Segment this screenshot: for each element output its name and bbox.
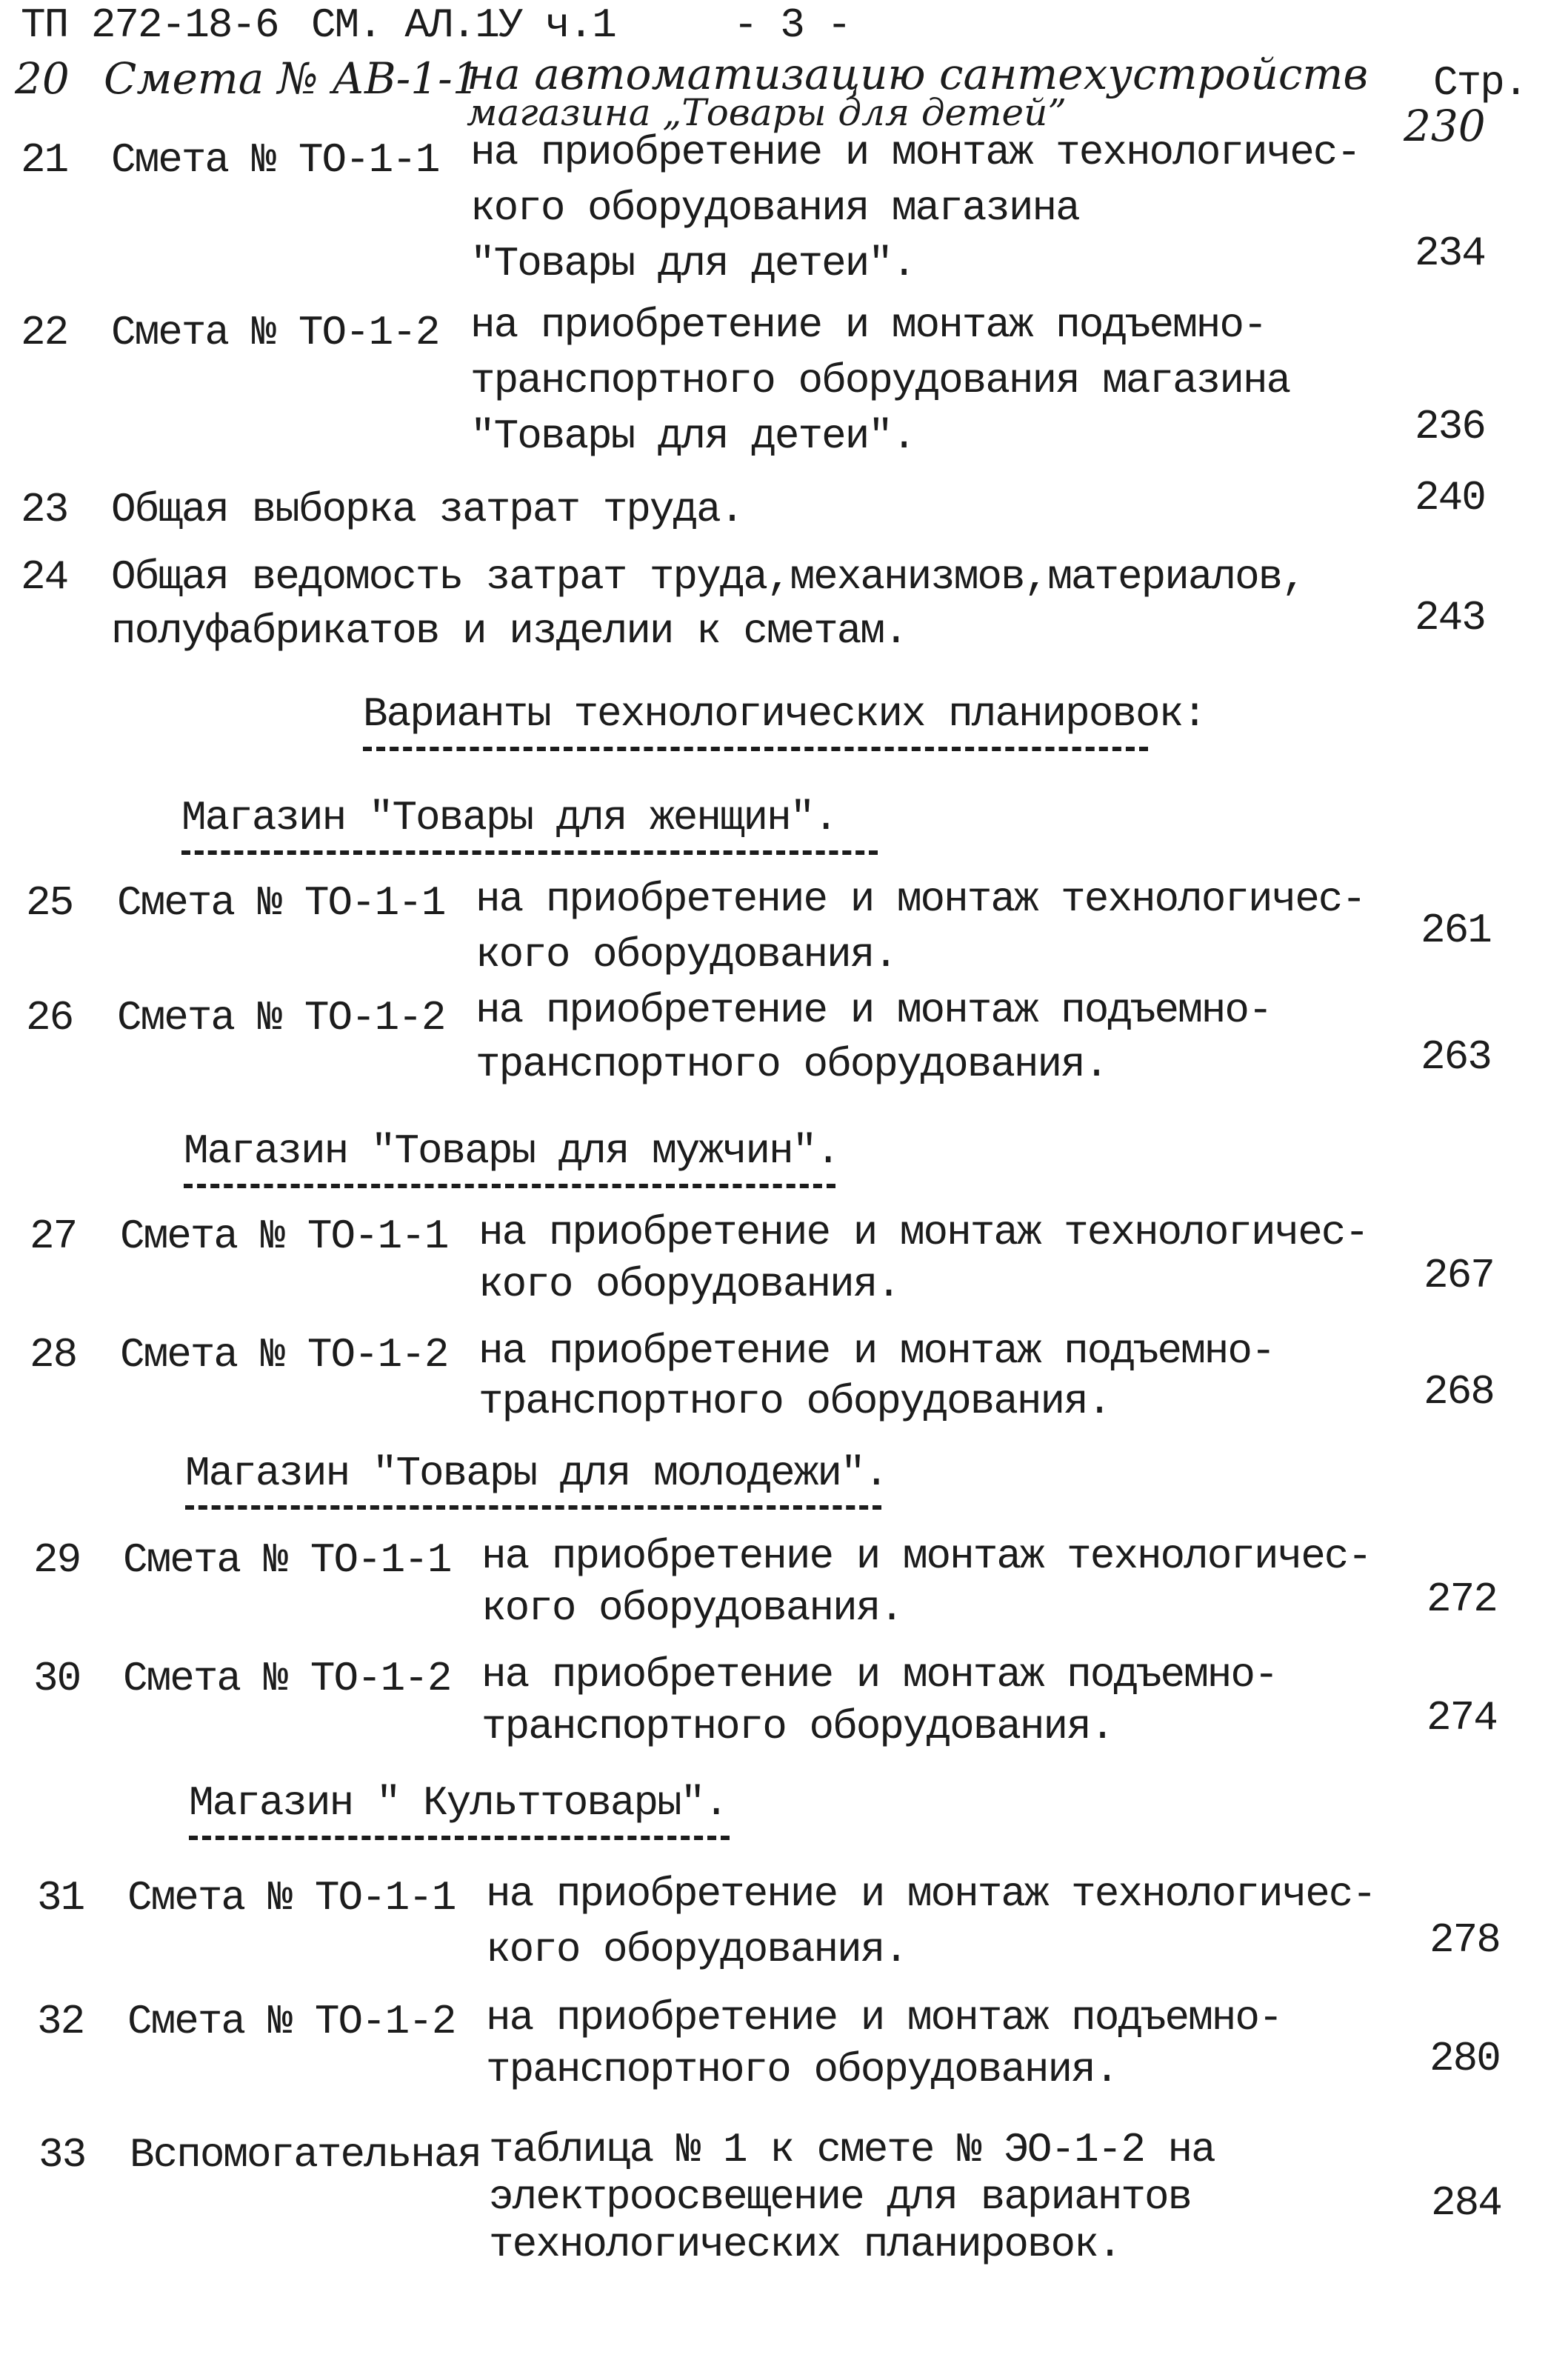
entry-line: на приобретение и монтаж технологичес- (486, 1870, 1376, 1918)
entry-page: 236 (1415, 403, 1485, 450)
entry-line: электроосвещение для вариантов (489, 2173, 1192, 2221)
entry-line: технологических планировок. (489, 2221, 1121, 2268)
group-title: Магазин "Товары для мужчин". (184, 1127, 839, 1175)
entry-line: на приобретение и монтаж технологичес- (476, 876, 1366, 923)
entry-line: магазина „Товары для детей” (467, 91, 1067, 134)
entry-line: транспортного оборудования. (486, 2046, 1118, 2093)
entry-page: 230 (1404, 101, 1486, 151)
entry-number: 33 (39, 2131, 86, 2179)
entry-line: транспортного оборудования. (478, 1378, 1111, 1425)
section-title: Варианты технологических планировок: (363, 690, 1206, 738)
entry-page: 240 (1415, 474, 1485, 522)
entry-doc: Смета № ТО-1-2 (123, 1655, 451, 1702)
page-number: - 3 - (733, 1, 851, 49)
entry-line: транспортного оборудования магазина (470, 357, 1290, 404)
entry-page: 280 (1429, 2035, 1500, 2082)
entry-doc: Смета № ТО-1-1 (111, 136, 439, 184)
group-title: Магазин "Товары для женщин". (181, 794, 837, 842)
entry-line: на приобретение и монтаж подъемно- (478, 1327, 1275, 1375)
entry-line: на приобретение и монтаж подъемно- (476, 987, 1272, 1034)
entry-number: 26 (26, 994, 73, 1042)
entry-number: 22 (21, 309, 68, 356)
entry-doc: Смета № ТО-1-1 (127, 1874, 456, 1922)
entry-doc: Смета № ТО-1-1 (117, 879, 445, 927)
entry-line: "Товары для детеи". (470, 240, 915, 287)
entry-number: 28 (30, 1331, 77, 1379)
entry-line: транспортного оборудования. (481, 1703, 1114, 1750)
entry-page: 261 (1421, 907, 1491, 954)
entry-page: 284 (1431, 2179, 1501, 2227)
album-reference: СМ. АЛ.1У ч.1 (311, 1, 615, 49)
entry-number: 29 (33, 1536, 81, 1584)
group-title: Магазин "Товары для молодежи". (185, 1450, 888, 1497)
document-code: ТП 272-18-6 (21, 1, 278, 49)
entry-number: 21 (21, 136, 68, 184)
entry-doc: Общая выборка затрат труда. (111, 486, 744, 533)
entry-line: таблица № 1 к смете № ЭО-1-2 на (489, 2126, 1215, 2173)
entry-line: на приобретение и монтаж подъемно- (470, 301, 1267, 349)
section-title-underline (363, 747, 1148, 751)
entry-line: "Товары для детеи". (470, 413, 915, 460)
entry-number: 27 (30, 1213, 77, 1260)
group-title-underline (185, 1505, 881, 1510)
entry-doc: Смета № ТО-1-1 (120, 1213, 448, 1260)
group-title-underline (189, 1836, 730, 1840)
entry-page: 278 (1429, 1916, 1500, 1964)
entry-number: 25 (26, 879, 73, 927)
entry-doc: Смета № ТО-1-2 (120, 1331, 448, 1379)
entry-line: Общая ведомость затрат труда,механизмов,материалов, (111, 553, 1305, 601)
group-title: Магазин " Культтовары". (189, 1779, 727, 1827)
entry-line: на приобретение и монтаж технологичес- (470, 129, 1361, 176)
entry-line: на автоматизацию сантехустройств (467, 49, 1369, 99)
entry-number: 20 (15, 53, 70, 104)
entry-page: 272 (1427, 1576, 1497, 1623)
entry-line: на приобретение и монтаж технологичес- (478, 1209, 1369, 1256)
entry-doc: Смета № ТО-1-1 (123, 1536, 451, 1584)
entry-line: кого оборудования магазина (470, 184, 1079, 232)
entry-page: 274 (1427, 1694, 1497, 1742)
entry-number: 24 (21, 553, 68, 601)
entry-doc: Вспомогательная (130, 2131, 481, 2179)
entry-line: кого оборудования. (478, 1261, 900, 1308)
group-title-underline (184, 1184, 835, 1188)
entry-doc: Смета № ТО-1-2 (111, 309, 439, 356)
entry-line: на приобретение и монтаж технологичес- (481, 1533, 1372, 1580)
entry-number: 31 (37, 1874, 84, 1922)
entry-number: 30 (33, 1655, 81, 1702)
group-title-underline (181, 850, 878, 855)
entry-line: кого оборудования. (486, 1926, 907, 1973)
entry-doc: Смета № АВ-1-1 (104, 53, 480, 104)
entry-line: полуфабрикатов и изделии к сметам. (111, 607, 907, 655)
entry-page: 267 (1424, 1252, 1494, 1299)
entry-line: на приобретение и монтаж подъемно- (481, 1651, 1278, 1699)
entry-page: 243 (1415, 594, 1485, 642)
entry-line: транспортного оборудования. (476, 1041, 1108, 1088)
entry-line: кого оборудования. (476, 931, 897, 979)
entry-page: 268 (1424, 1368, 1494, 1416)
page-column-label: Стр. (1433, 59, 1527, 107)
entry-number: 23 (21, 486, 68, 533)
entry-line: кого оборудования. (481, 1585, 903, 1632)
entry-page: 234 (1415, 230, 1485, 277)
entry-line: на приобретение и монтаж подъемно- (486, 1994, 1282, 2042)
entry-number: 32 (37, 1998, 84, 2045)
entry-doc: Смета № ТО-1-2 (117, 994, 445, 1042)
entry-page: 263 (1421, 1033, 1491, 1081)
entry-doc: Смета № ТО-1-2 (127, 1998, 456, 2045)
